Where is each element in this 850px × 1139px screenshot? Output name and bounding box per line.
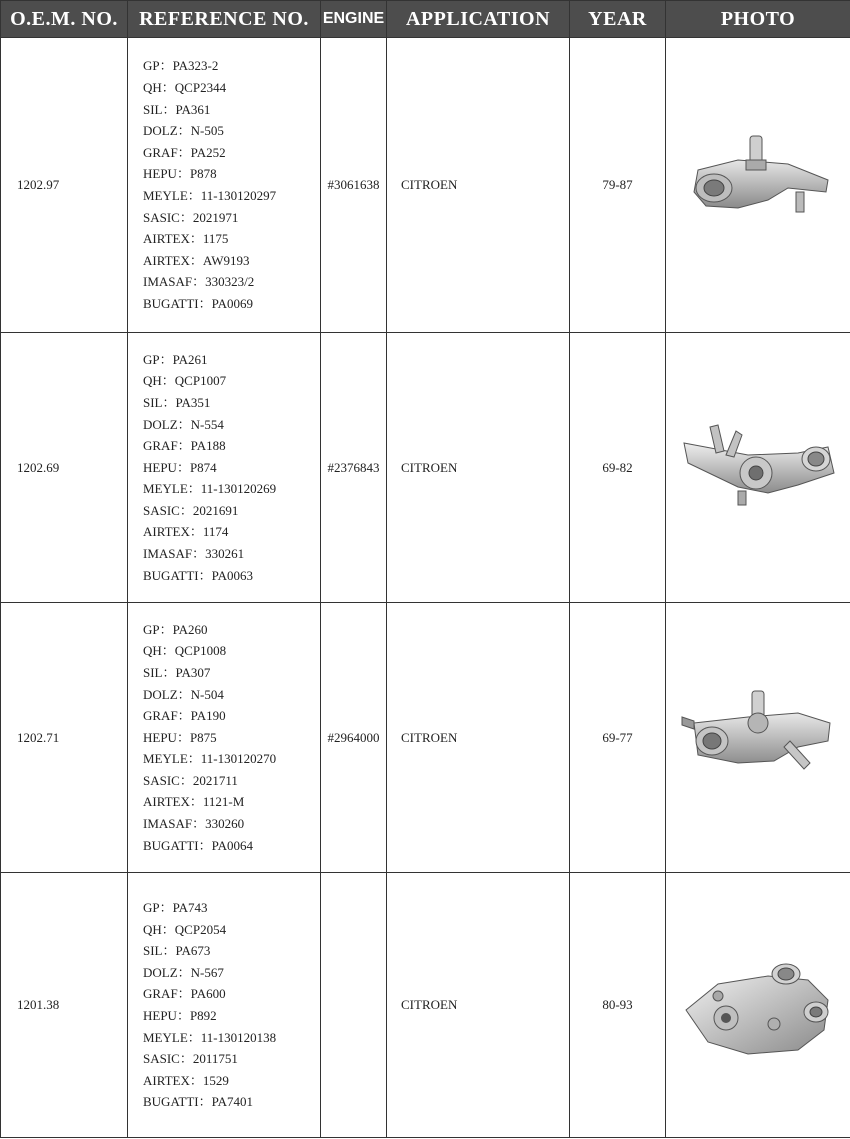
application-cell: CITROEN: [387, 333, 570, 603]
reference-number: SASIC：2021971: [143, 209, 239, 225]
reference-number: GRAF：PA252: [143, 144, 226, 160]
reference-number: DOLZ：N-567: [143, 964, 224, 980]
water-pump-image: [678, 683, 838, 793]
reference-number: MEYLE：11-130120269: [143, 481, 277, 497]
header-oem: O.E.M. NO.: [1, 1, 128, 38]
reference-number: GRAF：PA188: [143, 438, 226, 454]
reference-number: BUGATTI：PA7401: [143, 1094, 254, 1110]
reference-number: GRAF：PA190: [143, 708, 226, 724]
reference-number: BUGATTI：PA0063: [143, 567, 254, 583]
table-row: [1, 38, 850, 333]
reference-number: DOLZ：N-505: [143, 123, 224, 139]
header-photo: PHOTO: [666, 1, 850, 38]
water-pump-image: [678, 413, 838, 523]
reference-number: QH：QCP2344: [143, 80, 227, 96]
reference-number: IMASAF：330261: [143, 546, 245, 562]
engine-code-cell: #3061638: [321, 38, 387, 333]
reference-number: QH：QCP1007: [143, 373, 227, 389]
reference-number: SIL：PA307: [143, 664, 211, 680]
oem-number-cell: 1202.71: [1, 603, 128, 873]
engine-code-cell: #2376843: [321, 333, 387, 603]
reference-number: GRAF：PA600: [143, 986, 226, 1002]
photo-cell: [666, 873, 850, 1138]
reference-number: AIRTEX：AW9193: [143, 252, 250, 268]
year-cell: 80-93: [570, 873, 666, 1138]
reference-number: AIRTEX：1175: [143, 231, 229, 247]
reference-number: SASIC：2011751: [143, 1051, 238, 1067]
water-pump-image: [678, 950, 838, 1060]
year-cell: 79-87: [570, 38, 666, 333]
reference-number: QH：QCP2054: [143, 921, 227, 937]
application-cell: CITROEN: [387, 603, 570, 873]
reference-numbers-cell: [128, 38, 321, 333]
oem-number-cell: 1202.97: [1, 38, 128, 333]
oem-number-cell: 1201.38: [1, 873, 128, 1138]
reference-numbers-cell: [128, 873, 321, 1138]
photo-cell: [666, 603, 850, 873]
reference-number: MEYLE：11-130120270: [143, 751, 277, 767]
reference-number: HEPU：P874: [143, 459, 217, 475]
engine-code-cell: #2964000: [321, 603, 387, 873]
year-cell: 69-77: [570, 603, 666, 873]
oem-number-cell: 1202.69: [1, 333, 128, 603]
engine-code-cell: [321, 873, 387, 1138]
table-row: [1, 333, 850, 603]
reference-number: GP：PA323-2: [143, 58, 219, 74]
reference-number: AIRTEX：1529: [143, 1072, 229, 1088]
reference-number: HEPU：P892: [143, 1008, 217, 1023]
reference-number: GP：PA743: [143, 900, 208, 916]
reference-numbers-cell: [128, 333, 321, 603]
reference-number: SASIC：2021691: [143, 502, 239, 518]
table-row: [1, 873, 850, 1138]
reference-number: IMASAF：330323/2: [143, 274, 255, 290]
header-application: APPLICATION: [387, 1, 570, 38]
table-body: [1, 38, 850, 1138]
reference-number: AIRTEX：1174: [143, 524, 229, 540]
reference-number: SIL：PA351: [143, 394, 211, 410]
reference-number: BUGATTI：PA0069: [143, 295, 254, 311]
reference-number: HEPU：P878: [143, 166, 217, 182]
reference-number: MEYLE：11-130120297: [143, 188, 277, 203]
reference-number: GP：PA260: [143, 621, 208, 637]
header-reference: REFERENCE NO.: [128, 1, 321, 38]
reference-number: AIRTEX：1121-M: [143, 794, 245, 810]
reference-number: MEYLE：11-130120138: [143, 1029, 277, 1045]
header-year: YEAR: [570, 1, 666, 38]
reference-number: DOLZ：N-504: [143, 686, 224, 702]
reference-number: SASIC：2021711: [143, 772, 238, 788]
application-cell: CITROEN: [387, 873, 570, 1138]
reference-number: BUGATTI：PA0064: [143, 837, 254, 853]
header-engine: ENGINE: [321, 1, 387, 38]
reference-number: GP：PA261: [143, 351, 208, 367]
reference-number: HEPU：P875: [143, 729, 217, 745]
year-cell: 69-82: [570, 333, 666, 603]
photo-cell: [666, 333, 850, 603]
water-pump-image: [678, 130, 838, 240]
photo-cell: [666, 38, 850, 333]
table-row: [1, 603, 850, 873]
reference-number: DOLZ：N-554: [143, 416, 224, 432]
reference-number: SIL：PA673: [143, 943, 211, 959]
reference-number: IMASAF：330260: [143, 816, 245, 832]
reference-number: QH：QCP1008: [143, 643, 227, 659]
table-header: [1, 1, 850, 38]
reference-number: SIL：PA361: [143, 101, 211, 117]
reference-numbers-cell: [128, 603, 321, 873]
application-cell: CITROEN: [387, 38, 570, 333]
